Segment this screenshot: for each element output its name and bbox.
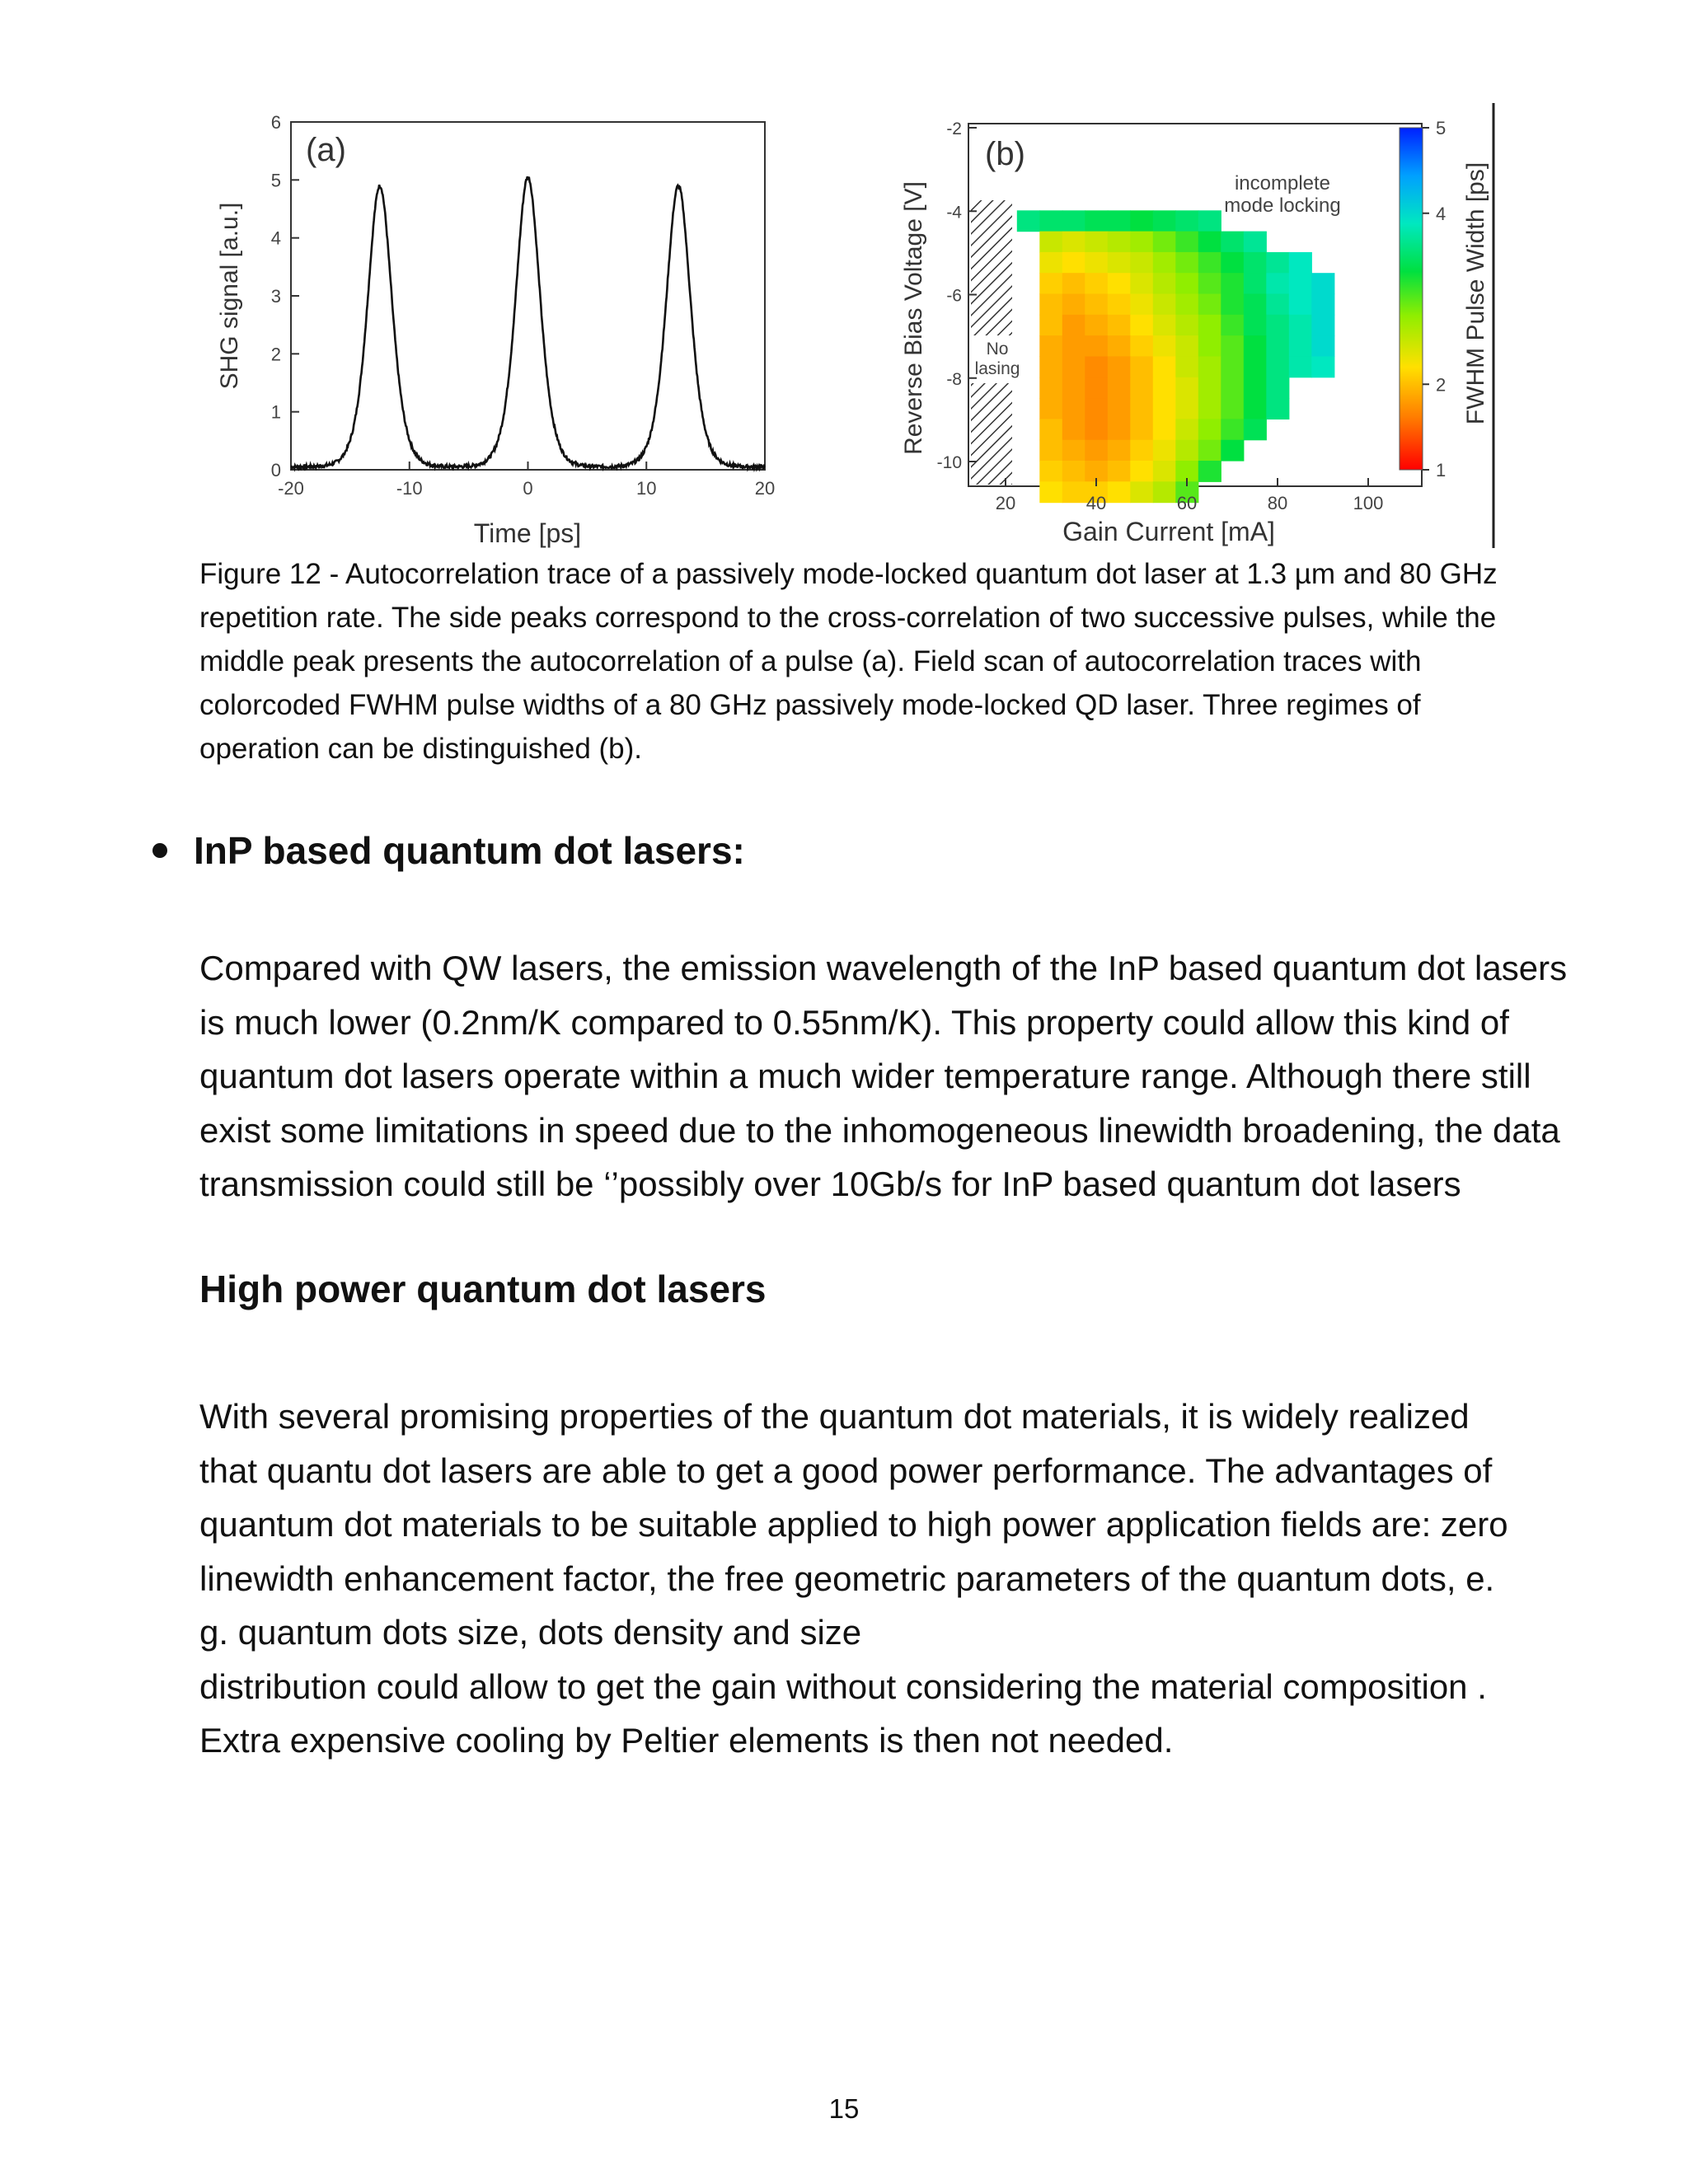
heatmap-cell	[1062, 461, 1085, 482]
heatmap-cell	[1062, 335, 1085, 357]
heatmap-cell	[1198, 294, 1221, 316]
heatmap-cell	[1085, 232, 1108, 253]
heatmap-cell	[1198, 273, 1221, 294]
heatmap-cell	[1130, 273, 1153, 294]
paragraph-line: Extra expensive cooling by Peltier elements is then not needed.	[199, 1721, 1174, 1760]
paragraph-line: With several promising properties of the quantum dot materials, it is widely realized	[199, 1397, 1470, 1436]
heatmap-cell	[1153, 210, 1176, 232]
heatmap-cell	[1039, 294, 1062, 316]
colorbar-tick-label: 5	[1436, 118, 1447, 138]
heatmap-cell	[1108, 440, 1131, 462]
y-tick-label: 3	[270, 286, 281, 307]
paragraph-high-power	[199, 1390, 1601, 1768]
heatmap-cell	[1175, 294, 1198, 316]
colorbar	[1400, 128, 1423, 470]
y-tick-label: 2	[270, 344, 281, 365]
caption-line: Figure 12 - Autocorrelation trace of a passively mode-locked quantum dot laser at 1.3 µm and 80 GHz	[199, 558, 1498, 590]
heatmap-cell	[1039, 481, 1062, 503]
heatmap-cell	[1108, 252, 1131, 274]
heatmap-cell	[1289, 273, 1312, 294]
heatmap-cell	[1062, 232, 1085, 253]
paragraph-line: exist some limitations in speed due to the inhomogeneous linewidth broadening, the data	[199, 1110, 1560, 1150]
paragraph-line: quantum dot lasers operate within a much wider temperature range. Although there still	[199, 1057, 1531, 1095]
heatmap-cell	[1198, 440, 1221, 462]
heatmap-cell	[1108, 398, 1131, 419]
heatmap-cell	[1175, 419, 1198, 440]
paragraph-line: linewidth enhancement factor, the free geometric parameters of the quantum dots, e.	[199, 1558, 1495, 1598]
heatmap-cell	[1153, 356, 1176, 377]
heatmap-cell	[1153, 273, 1176, 294]
heatmap-cell	[1108, 461, 1131, 482]
heatmap-cell	[1221, 315, 1244, 336]
heatmap-cell	[1108, 210, 1131, 232]
x-tick-label: 0	[523, 478, 533, 499]
heatmap-cell	[1153, 440, 1176, 462]
heatmap-cell	[1198, 398, 1221, 419]
heatmap-cell	[1062, 419, 1085, 440]
heatmap-cell	[1175, 335, 1198, 357]
heatmap-cell	[1221, 398, 1244, 419]
heatmap-cell	[1221, 335, 1244, 357]
y-tick-label: 4	[270, 227, 281, 249]
heatmap-cell	[1175, 273, 1198, 294]
heatmap-cell	[1062, 377, 1085, 399]
heatmap-cell	[1289, 252, 1312, 274]
heatmap-cell	[1311, 273, 1334, 294]
y-tick-label: 6	[270, 112, 281, 133]
section-heading-inp	[152, 828, 745, 873]
heatmap-cell	[1062, 273, 1085, 294]
heatmap-cell	[1175, 210, 1198, 232]
paragraph-line: distribution could allow to get the gain without considering the material composition .	[199, 1666, 1487, 1706]
heatmap-cell	[1175, 232, 1198, 253]
x-axis-label-a: Time [ps]	[473, 518, 582, 548]
heatmap-cell	[1085, 252, 1108, 274]
heatmap-cell	[1175, 315, 1198, 336]
heatmap-cell	[1130, 210, 1153, 232]
y-tick-label: 1	[270, 401, 281, 423]
heatmap-cell	[1039, 377, 1062, 399]
heatmap-cell	[1062, 440, 1085, 462]
heatmap-cell	[1085, 294, 1108, 316]
heatmap-cell	[1062, 210, 1085, 232]
y-tick-label: -6	[946, 286, 962, 306]
heatmap-cell	[1062, 398, 1085, 419]
heatmap-cell	[1244, 273, 1267, 294]
heatmap-cell	[1153, 398, 1176, 419]
heatmap-cell	[1153, 252, 1176, 274]
heatmap-cell	[1153, 232, 1176, 253]
y-tick-label: 0	[270, 460, 281, 480]
heatmap-cell	[1244, 377, 1267, 399]
x-axis-label-b: Gain Current [mA]	[1062, 517, 1275, 546]
heatmap-cell	[1130, 440, 1153, 462]
heatmap-cell	[1221, 252, 1244, 274]
y-tick-label: -4	[946, 203, 962, 223]
heatmap-cell	[1153, 335, 1176, 357]
heatmap-cell	[1266, 252, 1289, 274]
y-tick-label: -8	[946, 369, 962, 389]
heatmap-cell	[1266, 273, 1289, 294]
heatmap-cell	[1085, 335, 1108, 357]
heatmap-cell	[1130, 398, 1153, 419]
heatmap-cell	[1221, 356, 1244, 377]
colorbar-tick-label: 1	[1436, 460, 1447, 480]
heatmap-cell	[1085, 315, 1108, 336]
heatmap-cell	[1062, 315, 1085, 336]
x-tick-label: 100	[1353, 493, 1384, 513]
heatmap-cell	[1130, 356, 1153, 377]
heatmap-cell	[1175, 440, 1198, 462]
heatmap-cell	[1244, 356, 1267, 377]
paragraph-line: Compared with QW lasers, the emission wavelength of the InP based quantum dot lasers	[199, 949, 1568, 987]
caption-line: operation can be distinguished (b).	[199, 733, 643, 765]
heatmap-cell	[1039, 335, 1062, 357]
y-tick-label: -10	[936, 453, 962, 472]
heatmap-cell	[1175, 377, 1198, 399]
heatmap-cell	[1085, 273, 1108, 294]
heatmap-cell	[1085, 356, 1108, 377]
heatmap-cell	[1244, 294, 1267, 316]
heatmap-cell	[1266, 398, 1289, 419]
plot-frame	[291, 122, 765, 470]
heatmap-cell	[1266, 315, 1289, 336]
heatmap-cell	[1039, 398, 1062, 419]
page-number: 15	[828, 2093, 860, 2124]
heatmap-cell	[1153, 315, 1176, 336]
heatmap-cell	[1130, 377, 1153, 399]
heatmap-cell	[1244, 252, 1267, 274]
heatmap-cell	[1108, 232, 1131, 253]
heatmap-cell	[1244, 419, 1267, 440]
heatmap-cell	[1039, 273, 1062, 294]
heatmap-cell	[1108, 315, 1131, 336]
heatmap-cell	[1289, 356, 1312, 377]
heatmap-cell	[1153, 419, 1176, 440]
heatmap-cell	[1244, 315, 1267, 336]
paragraph-line: quantum dot materials to be suitable applied to high power application fields are: zero	[199, 1505, 1508, 1544]
heatmap-cell	[1130, 232, 1153, 253]
heatmap-cell	[1198, 461, 1221, 482]
caption-line: middle peak presents the autocorrelation of a pulse (a). Field scan of autocorrelation traces with	[199, 645, 1422, 677]
heatmap-cell	[1062, 252, 1085, 274]
heatmap-cell	[1130, 335, 1153, 357]
heatmap-cell	[1266, 377, 1289, 399]
heatmap-cell	[1085, 377, 1108, 399]
figure-b-heatmap-chart	[872, 99, 1523, 560]
x-tick-label: -10	[396, 478, 423, 499]
heatmap-cell	[1221, 419, 1244, 440]
heatmap-cell	[1153, 461, 1176, 482]
heatmap-cell	[1039, 419, 1062, 440]
heatmap-cell	[1221, 273, 1244, 294]
heatmap-cell	[1062, 294, 1085, 316]
x-tick-label: 10	[636, 478, 657, 499]
shg-trace-line	[291, 176, 765, 468]
paragraph-line: that quantu dot lasers are able to get a good power performance. The advantages of	[199, 1451, 1493, 1490]
colorbar-tick-label: 2	[1436, 374, 1447, 396]
heatmap-cell	[1108, 356, 1131, 377]
heatmap-cell	[1153, 377, 1176, 399]
heatmap-cell	[1108, 294, 1131, 316]
heatmap-cell	[1175, 252, 1198, 274]
heatmap-cell	[1039, 210, 1062, 232]
heatmap-cell	[1130, 481, 1153, 503]
no-lasing-annotation: No lasing	[974, 340, 1020, 378]
y-axis-label-a: SHG signal [a.u.]	[216, 202, 243, 390]
heatmap-cell	[1153, 481, 1176, 503]
heatmap-cell	[1130, 419, 1153, 440]
panel-label-a: (a)	[306, 132, 346, 168]
heatmap-cell	[1085, 398, 1108, 419]
heatmap-cell	[1062, 481, 1085, 503]
heatmap-cell	[1198, 356, 1221, 377]
heatmap-cell	[1311, 335, 1334, 357]
heatmap-cell	[1244, 398, 1267, 419]
heatmap-cell	[1108, 481, 1131, 503]
x-tick-label: -20	[278, 478, 304, 499]
paragraph-line: is much lower (0.2nm/K compared to 0.55nm/K). This property could allow this kind of	[199, 1002, 1509, 1042]
heatmap-cell	[1108, 335, 1131, 357]
heatmap-cell	[1130, 294, 1153, 316]
paragraph-line: g. quantum dots size, dots density and size	[199, 1613, 862, 1652]
heatmap-cell	[1289, 335, 1312, 357]
heatmap-cell	[1198, 232, 1221, 253]
heatmap-cell	[1108, 377, 1131, 399]
heatmap-cell	[1221, 440, 1244, 462]
heatmap-cell	[1311, 356, 1334, 377]
paragraph-line: transmission could still be ‘’possibly over 10Gb/s for InP based quantum dot lasers	[199, 1165, 1461, 1203]
heatmap-cell	[1175, 356, 1198, 377]
x-tick-label: 40	[1085, 493, 1107, 513]
heatmap-cell	[1198, 210, 1221, 232]
colorbar-label: FWHM Pulse Width [ps]	[1462, 162, 1489, 425]
incomplete-mode-locking-annotation: incomplete mode locking	[1224, 172, 1341, 217]
panel-label-b: (b)	[985, 136, 1025, 172]
heatmap-cell	[1221, 377, 1244, 399]
x-tick-label: 20	[754, 478, 776, 499]
heatmap-cell	[1266, 335, 1289, 357]
heatmap-cell	[1289, 315, 1312, 336]
section-heading-high-power: High power quantum dot lasers	[199, 1268, 767, 1310]
heatmap-cell	[1017, 210, 1040, 232]
heatmap-cell	[1198, 335, 1221, 357]
heatmap-cell	[1221, 232, 1244, 253]
x-tick-label: 60	[1176, 493, 1198, 513]
heatmap-cell	[1266, 294, 1289, 316]
paragraph-inp	[199, 941, 1601, 1212]
heatmap-cell	[1221, 294, 1244, 316]
bullet-icon	[152, 843, 167, 858]
heatmap-cell	[1108, 419, 1131, 440]
y-axis-label-b: Reverse Bias Voltage [V]	[900, 181, 927, 455]
heatmap-cell	[1198, 252, 1221, 274]
x-tick-label: 20	[995, 493, 1016, 513]
heatmap-cell	[1085, 440, 1108, 462]
heatmap-cell	[1153, 294, 1176, 316]
heatmap-cell	[1108, 273, 1131, 294]
y-tick-label: 5	[270, 170, 281, 191]
x-tick-label: 80	[1267, 493, 1288, 513]
figure-a-autocorrelation-chart	[196, 107, 790, 552]
heatmap-cell	[1085, 210, 1108, 232]
heatmap-cell	[1266, 356, 1289, 377]
heatmap-cell	[1175, 398, 1198, 419]
y-tick-label: -2	[946, 120, 962, 138]
colorbar-tick-label: 4	[1436, 203, 1447, 224]
heatmap-cell	[1062, 356, 1085, 377]
heatmap-cell	[1311, 294, 1334, 316]
heatmap-cell	[1289, 294, 1312, 316]
heatmap-cell	[1198, 377, 1221, 399]
caption-line: repetition rate. The side peaks correspond to the cross-correlation of two successive pulses, while the	[199, 602, 1497, 634]
heatmap-cell	[1039, 252, 1062, 274]
heatmap-cell	[1039, 356, 1062, 377]
heatmap-cell	[1244, 232, 1267, 253]
section-heading-text: InP based quantum dot lasers:	[194, 829, 745, 872]
heatmap-cell	[1311, 315, 1334, 336]
heatmap-cell	[1130, 461, 1153, 482]
heatmap-cell	[1198, 419, 1221, 440]
heatmap-cell	[1198, 315, 1221, 336]
heatmap-cell	[1039, 440, 1062, 462]
figure-caption	[199, 552, 1601, 771]
heatmap-cell	[1130, 252, 1153, 274]
heatmap-cell	[1039, 461, 1062, 482]
heatmap-cell	[1244, 335, 1267, 357]
heatmap-cell	[1130, 315, 1153, 336]
caption-line: colorcoded FWHM pulse widths of a 80 GHz passively mode-locked QD laser. Three regimes of	[199, 689, 1421, 721]
heatmap-cell	[1039, 315, 1062, 336]
heatmap-cell	[1085, 419, 1108, 440]
heatmap-cell	[1039, 232, 1062, 253]
